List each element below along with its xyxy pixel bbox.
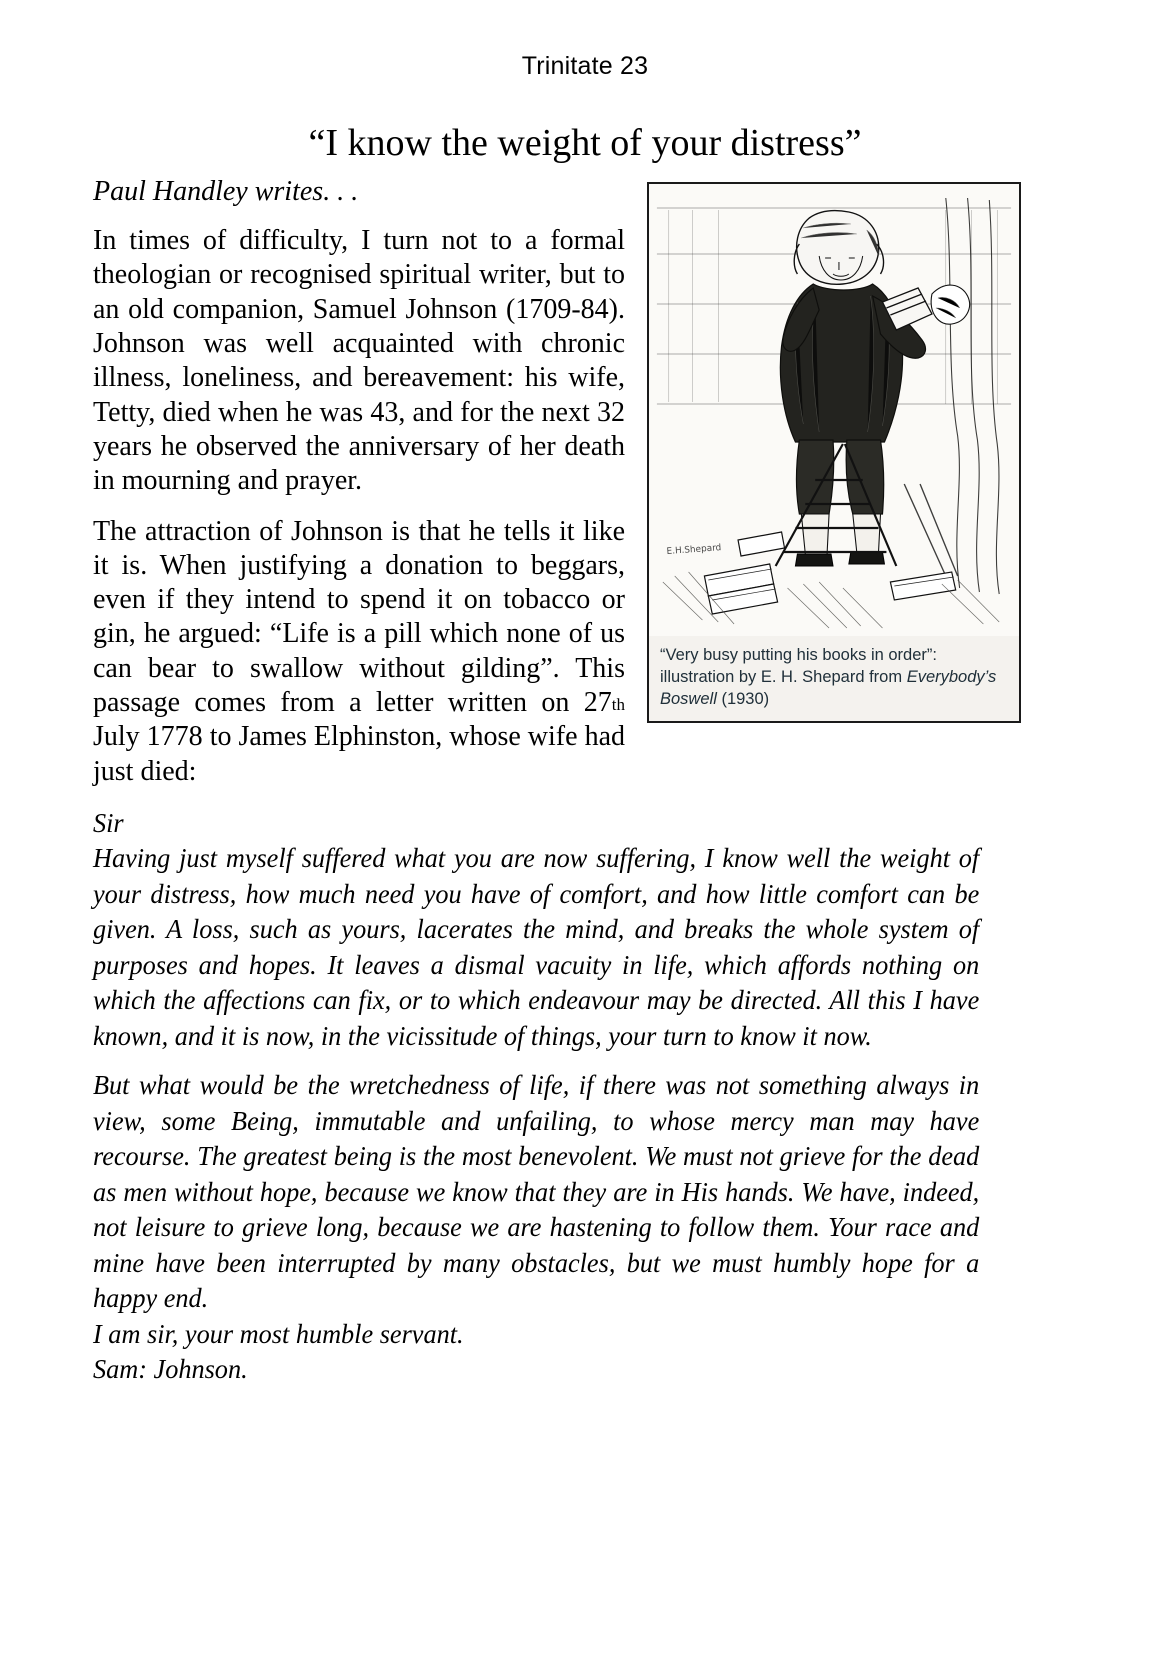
- illustration-image: [649, 184, 1019, 636]
- figure-illustration-block: [647, 182, 1021, 723]
- body-paragraph-1: In times of difficulty, I turn not to a formal theologian or recognised spiritual writer, but to an old companion, Samuel Johnson (1709-84). Johnson was well acquainted with chronic illness, loneliness, and bereavement: his wife, Tetty, died when he was 43, and for the next 32 years he observed the anniversary of her death in mourning and prayer.: [93, 225, 625, 497]
- body-paragraph-2-tail: July 1778 to James Elphinston, whose wife had just died:: [93, 721, 625, 787]
- running-header: Trinitate 23: [521, 52, 649, 80]
- letter-salutation: Sir: [93, 806, 124, 838]
- figure-caption: [649, 636, 1019, 721]
- figure-caption-source: Everybody’s Boswell: [660, 668, 997, 709]
- letter-signoff-line-1: I am sir, your most humble servant.: [93, 1317, 464, 1349]
- figure-caption-year: (1930): [716, 690, 770, 709]
- letter-paragraph-2: But what would be the wretchedness of life, if there was not something always in view, some Being, immutable and unfailing, to whose mercy man may have recourse. The greatest being is the most benevolent. We must not grieve for the dead as men without hope, because we know that they are in His hands. We have, indeed, not leisure to grieve long, because we are hastening to follow them. Your race and mine have been interrupted by many obstacles, but we must humbly hope for a happy end.: [93, 1069, 980, 1314]
- letter-signature: Sam: Johnson.: [93, 1352, 248, 1384]
- date-ordinal-suffix: th: [611, 695, 625, 715]
- body-paragraph-2-text: The attraction of Johnson is that he tells it like it is. When justifying a donation to beggars, even if they intend to spend it on tobacco or gin, he argued: “Life is a pill which none of us can bear to swallow without gilding”. This passage comes from a letter written on 27: [93, 515, 625, 719]
- letter-paragraph-1: Having just myself suffered what you are now suffering, I know well the weight of your distress, how much need you have of comfort, and how little comfort can be given. A loss, such as yours, lacerates the mind, and breaks the whole system of purposes and hopes. It leaves a dismal vacuity in life, which affords nothing on which the affections can fix, or to which endeavour may be directed. All this I have known, and it is now, in the vicissitude of things, your turn to know it now.: [93, 842, 980, 1051]
- figure-caption-quote: “Very busy putting his books in order”: illustration by E. H. Shepard from: [660, 646, 937, 687]
- page-title: “I know the weight of your distress”: [308, 122, 862, 165]
- johnson-drawing-icon: [649, 184, 1019, 636]
- byline: Paul Handley writes. . .: [93, 176, 359, 207]
- svg-text:E.H.Shepard: E.H.Shepard: [666, 543, 722, 558]
- article-body: [93, 176, 1021, 1386]
- quoted-letter: [93, 805, 979, 1387]
